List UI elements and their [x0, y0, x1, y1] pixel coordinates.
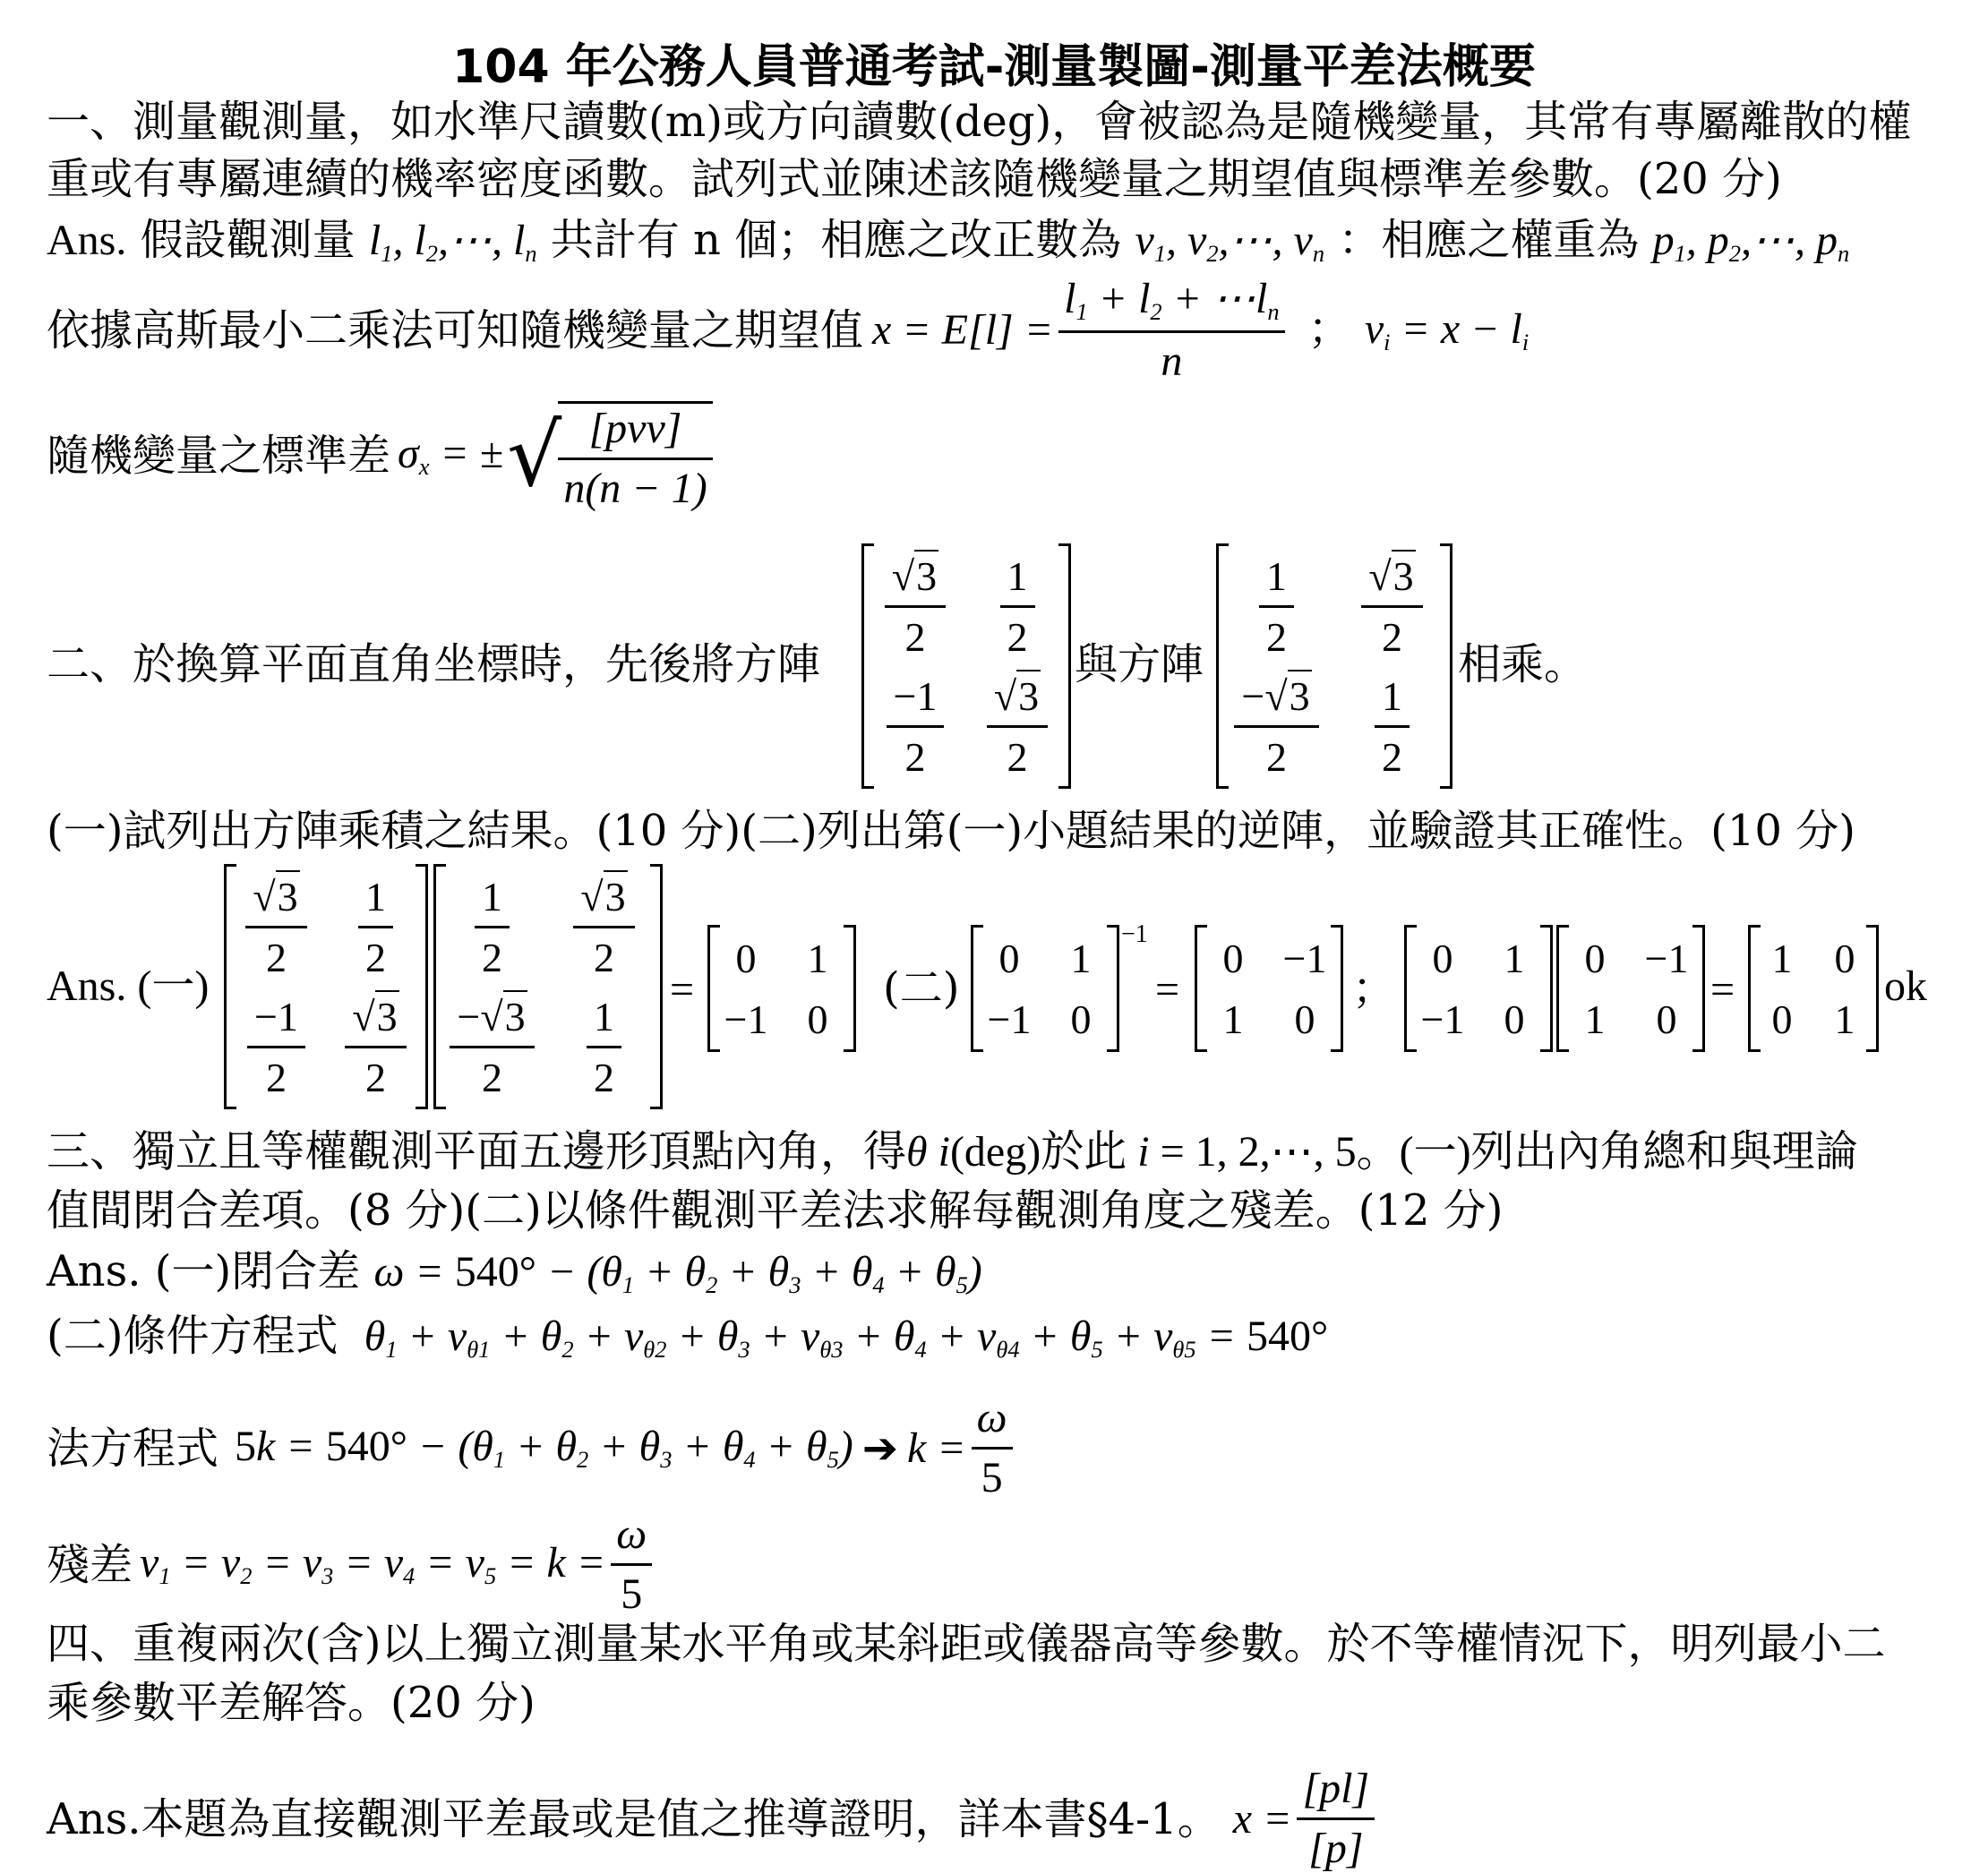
inverse-input-matrix: 0 1 −1 0 — [971, 928, 1119, 1049]
q4-answer-text: Ans.本題為直接觀測平差最或是值之推導證明，詳本書§4-1。 — [47, 1793, 1221, 1844]
residual-fraction: $\frac{\omega}{5}$ — [611, 1513, 652, 1616]
sqrt-sign-icon: √ — [507, 406, 562, 506]
product-matrix: 0 1 −1 0 — [707, 928, 856, 1049]
formula-observations: $l_1$, $l_2,\cdots$, $l_n$ — [368, 217, 537, 267]
q2-prompt-a: 二、於換算平面直角坐標時，先後將方陣 — [47, 639, 821, 689]
ok-label: ok — [1884, 962, 1927, 1010]
inverse-exponent: −1 — [1121, 920, 1148, 948]
q1-answer-a: 假設觀測量 — [140, 215, 356, 265]
formula-corrections: $v_1$, $v_2,\cdots$, $v_n$ — [1135, 217, 1325, 267]
index-i: i — [1127, 1128, 1161, 1176]
q3-answer3-label: 法方程式 — [47, 1423, 219, 1474]
q1-answer-c: ：相應之權重為 — [1338, 215, 1640, 265]
verify-matrix-a: 0 1 −1 0 — [1404, 928, 1553, 1049]
q1-line1: 一、測量觀測量，如水準尺讀數(m)或方向讀數(deg)，會被認為是隨機變量，其常有專屬離散的權 — [47, 97, 1912, 147]
q3-line1-text: 三、獨立且等權觀測平面五邊形頂點內角，得 — [47, 1126, 907, 1176]
formula-condition: $\theta_1 + v_{\theta 1} + \theta_2 + v_{\theta 2} + \theta_3 + v_{\theta 3} + \theta_4 + v_{\theta 4} + \theta_5 + v_{\theta 5} = 540^\circ$ — [364, 1313, 1329, 1363]
q3-answer2-label: (二)條件方程式 — [47, 1311, 338, 1361]
formula-k: k = — [906, 1424, 966, 1472]
answer-matrix-a: √3 2 1 2 −1 2 √3 2 — [224, 867, 428, 1107]
verify-matrix-b: 0 −1 1 0 — [1556, 928, 1705, 1049]
formula-residuals: $v_1 = v_2 = v_3 = v_4 = v_5 = k$ = — [140, 1538, 606, 1589]
q2-prompt-c: 相乘。 — [1458, 639, 1588, 689]
theta-i: θ i — [906, 1128, 950, 1176]
q3-line1-b: (deg)於此 — [949, 1128, 1127, 1176]
page-title: 104 年公務人員普通考試-測量製圖-測量平差法概要 — [452, 40, 1536, 94]
formula-x: x = — [1232, 1794, 1292, 1843]
equals-sign: = — [670, 966, 695, 1013]
q3-line1 — [47, 1126, 1858, 1176]
expectation-fraction: $\frac{l_1 + l_2 + \cdots l_n}{n}$ — [1058, 278, 1284, 383]
semicolon: ； — [1352, 963, 1396, 1013]
equals-sign-2: = — [1155, 966, 1180, 1013]
matrix-b: 1 2 √3 2 −√3 2 1 2 — [1216, 546, 1452, 786]
formula-expectation: x = E[l] = — [872, 306, 1054, 355]
q3-line2: 值間閉合差項。(8 分)(二)以條件觀測平差法求解每觀測角度之殘差。(12 分) — [47, 1185, 1504, 1236]
stddev-fraction: $\frac{\text{[pvv]}}{n(n - 1)}$ — [558, 401, 712, 510]
q3-answer4 — [47, 1510, 657, 1618]
answer-matrix-b: 1 2 √3 2 −√3 2 1 2 — [433, 867, 663, 1107]
q1-answer-line — [47, 215, 1850, 267]
q3-answer4-label: 殘差 — [47, 1539, 133, 1590]
q4-line1: 四、重複兩次(含)以上獨立測量某水平角或某斜距或儀器高等參數。於不等權情況下，明列最小二 — [47, 1619, 1886, 1669]
q1-line2: 重或有專屬連續的機率密度函數。試列式並陳述該隨機變量之期望值與標準差參數。(20 分) — [47, 154, 1782, 204]
equals-sign-3: = — [1710, 966, 1735, 1013]
q4-line2: 乘參數平差解答。(20 分) — [47, 1678, 536, 1728]
q3-answer1-label: Ans. (一)閉合差 — [47, 1246, 361, 1296]
formula-normal: $5k = 540^\circ - (\theta_1 + \theta_2 + \theta_3 + \theta_4 + \theta_5)$ — [235, 1422, 853, 1473]
q1-expectation-line — [47, 275, 1530, 386]
matrix-a: √3 2 1 2 −1 2 √3 2 — [861, 546, 1071, 786]
q4-answer — [47, 1767, 1380, 1870]
q1-answer-2: 依據高斯最小二乘法可知隨機變量之期望值 — [47, 305, 864, 356]
inverse-matrix: 0 −1 1 0 — [1195, 928, 1343, 1049]
q2-line2: (一)試列出方陣乘積之結果。(10 分)(二)列出第(一)小題結果的逆陣，並驗證其正確性。(10 分) — [47, 806, 1855, 856]
q3-line1-c: = 1, 2,⋯, 5。(一)列出內角總和與理論 — [1160, 1128, 1858, 1176]
formula-stddev: $\sigma_x$ = ± — [398, 430, 504, 481]
q3-answer2 — [47, 1311, 1329, 1363]
identity-matrix: 1 0 0 1 — [1748, 928, 1879, 1049]
formula-weights: $p_1$, $p_2,\cdots$, $p_n$ — [1652, 217, 1850, 267]
q1-answer-3: 隨機變量之標準差 — [47, 431, 391, 481]
q3-answer1 — [47, 1246, 982, 1298]
q1-answer-b: 共計有 n 個；相應之改正數為 — [550, 215, 1122, 265]
formula-residual: ； $v_i = x - l_i$ — [1307, 304, 1530, 355]
answer-prefix: Ans. — [47, 217, 127, 264]
k-fraction: $\frac{\omega}{5}$ — [972, 1397, 1013, 1500]
q3-answer3 — [47, 1394, 1018, 1501]
weighted-mean-fraction: $\frac{[pl]}{[p]}$ — [1297, 1767, 1375, 1870]
q1-stddev-line — [47, 401, 718, 510]
formula-misclosure: $\omega = 540^\circ - (\theta_1 + \theta_2 + \theta_3 + \theta_4 + \theta_5)$ — [373, 1248, 982, 1298]
q2-part2-label: (二) — [883, 963, 960, 1013]
q2-answer-prefix: Ans. (一) — [47, 962, 210, 1010]
q2-prompt-b: 與方陣 — [1075, 639, 1204, 689]
right-arrow-icon: ➔ — [861, 1423, 898, 1474]
